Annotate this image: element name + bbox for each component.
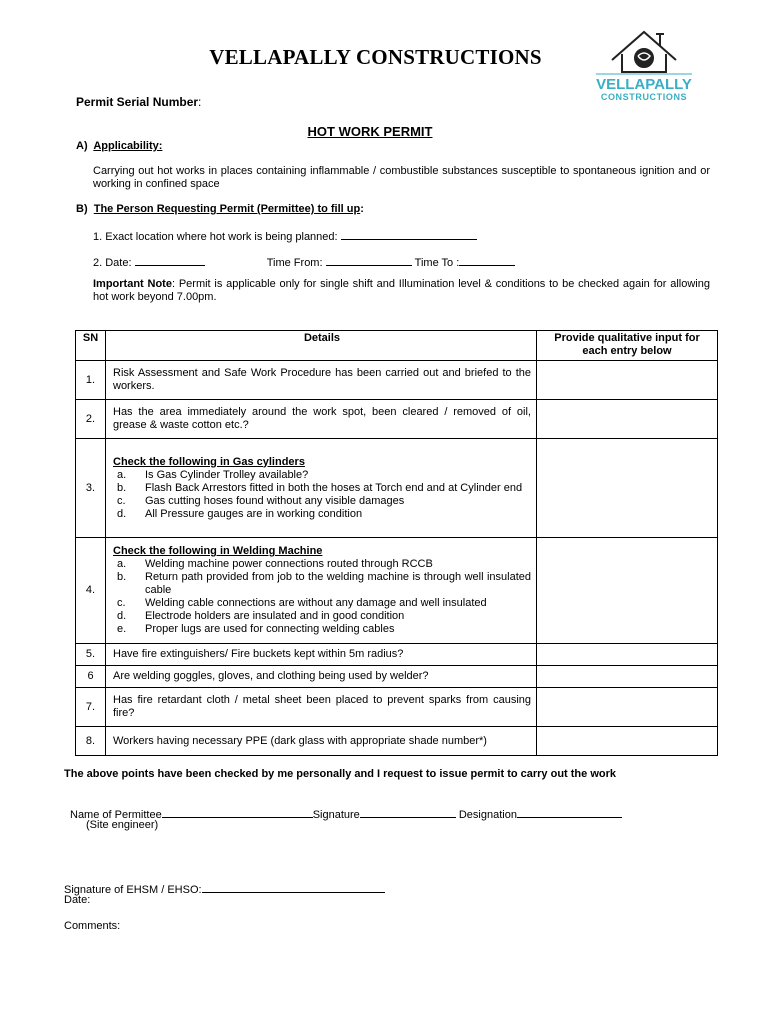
row-sn: 7. — [76, 688, 106, 727]
permittee-name-label: Name of Permittee — [70, 809, 162, 821]
location-blank[interactable] — [341, 228, 477, 240]
section-b-heading — [76, 203, 364, 216]
permittee-signature-line — [70, 806, 670, 822]
section-a-heading — [76, 140, 162, 153]
time-from-label: Time From: — [266, 257, 323, 269]
list-item: b. Return path provided from job to the welding machine is through well insulated cable — [117, 571, 531, 596]
company-logo — [594, 26, 694, 106]
row-details: Risk Assessment and Safe Work Procedure has been carried out and briefed to the workers. — [106, 361, 537, 400]
row-input-cell[interactable] — [537, 644, 718, 666]
row-input-cell[interactable] — [537, 666, 718, 688]
header-details: Details — [106, 331, 537, 361]
signature-blank[interactable] — [360, 806, 456, 818]
permit-serial-number — [76, 95, 201, 110]
table-row — [76, 644, 718, 666]
designation-blank[interactable] — [517, 806, 622, 818]
list-item: c. Gas cutting hoses found without any visible damages — [117, 494, 405, 507]
row-input-cell[interactable] — [537, 538, 718, 644]
house-icon — [612, 32, 676, 72]
permittee-name-blank[interactable] — [162, 806, 313, 818]
row-details: Has fire retardant cloth / metal sheet been placed to prevent sparks from causing fire? — [106, 688, 537, 727]
table-row — [76, 361, 718, 400]
table-row — [76, 538, 718, 644]
company-name: VELLAPALLY CONSTRUCTIONS — [209, 45, 542, 69]
section-a-title: Applicability: — [93, 140, 163, 152]
time-to-blank[interactable] — [459, 254, 515, 266]
row-details: Have fire extinguishers/ Fire buckets kept within 5m radius? — [106, 644, 537, 666]
declaration-text: The above points have been checked by me personally and I request to issue permit to carry out the work — [64, 768, 616, 780]
row-input-cell[interactable] — [537, 439, 718, 538]
row-sn: 3. — [76, 439, 106, 538]
row-details — [106, 538, 537, 644]
ehsm-blank[interactable] — [202, 881, 385, 893]
list-item: d. All Pressure gauges are in working condition — [117, 507, 363, 520]
ehsm-signature — [64, 881, 385, 897]
list-item: b. Flash Back Arrestors fitted in both the hoses at Torch end and at Cylinder end — [117, 481, 523, 494]
comments-label: Comments: — [64, 920, 121, 932]
gas-cylinder-check-title: Check the following in Gas cylinders — [113, 455, 305, 468]
location-field — [93, 228, 477, 244]
header-sn: SN — [76, 331, 106, 361]
ehsm-label: Signature of EHSM / EHSO: — [64, 884, 202, 896]
time-from-blank[interactable] — [326, 254, 412, 266]
row-sn: 1. — [76, 361, 106, 400]
row-input-cell[interactable] — [537, 361, 718, 400]
table-row — [76, 727, 718, 756]
list-item: a. Welding machine power connections routed through RCCB — [117, 558, 433, 570]
row-details — [106, 439, 537, 538]
section-b-title: The Person Requesting Permit (Permittee) to fill up — [93, 203, 361, 215]
designation-label: Designation — [458, 809, 517, 821]
list-item: e. Proper lugs are used for connecting welding cables — [117, 623, 395, 635]
row-details: Are welding goggles, gloves, and clothing being used by welder? — [106, 666, 537, 688]
serial-colon: : — [198, 95, 202, 109]
signature-label: Signature — [312, 809, 360, 821]
row-details: Has the area immediately around the work spot, been cleared / removed of oil, grease & waste cotton etc.? — [106, 400, 537, 439]
checklist-table — [75, 330, 718, 756]
row-sn: 2. — [76, 400, 106, 439]
row-input-cell[interactable] — [537, 688, 718, 727]
ehsm-date-label: Date: — [64, 894, 91, 906]
table-row — [76, 439, 718, 538]
list-item: c. Welding cable connections are without any damage and well insulated — [117, 597, 487, 609]
section-b-colon: : — [360, 203, 364, 215]
welding-machine-check-title: Check the following in Welding Machine — [113, 545, 323, 557]
section-a-letter: A) — [76, 140, 88, 152]
row-sn: 5. — [76, 644, 106, 666]
header-input: Provide qualitative input for each entry below — [537, 331, 718, 361]
row-sn: 6 — [76, 666, 106, 688]
list-item: d. Electrode holders are insulated and in good condition — [117, 610, 405, 622]
table-row — [76, 688, 718, 727]
applicability-text: Carrying out hot works in places containing inflammable / combustible substances susceptible to spontaneous ignition and or working in confined space — [93, 165, 710, 190]
time-to-label: Time To : — [414, 257, 460, 269]
row-sn: 8. — [76, 727, 106, 756]
permit-title: HOT WORK PERMIT — [307, 124, 433, 139]
table-row — [76, 400, 718, 439]
note-text: : Permit is applicable only for single shift and Illumination level & conditions to be checked again for allowing hot work beyond 7.00pm. — [93, 278, 710, 303]
important-note — [93, 278, 710, 304]
list-item: a. Is Gas Cylinder Trolley available? — [117, 468, 309, 481]
section-b-letter: B) — [76, 203, 88, 215]
table-header-row — [76, 331, 718, 361]
date-blank[interactable] — [135, 254, 205, 266]
logo-text-bottom: CONSTRUCTIONS — [600, 92, 688, 102]
row-input-cell[interactable] — [537, 400, 718, 439]
date-time-fields — [93, 254, 613, 270]
row-sn: 4. — [76, 538, 106, 644]
location-label: 1. Exact location where hot work is being planned: — [93, 231, 338, 243]
note-label: Important Note — [93, 278, 172, 290]
serial-label: Permit Serial Number — [76, 95, 199, 109]
row-details: Workers having necessary PPE (dark glass with appropriate shade number*) — [106, 727, 537, 756]
logo-text-top: VELLAPALLY — [596, 76, 692, 93]
site-engineer-label: (Site engineer) — [86, 819, 159, 831]
table-row — [76, 666, 718, 688]
row-input-cell[interactable] — [537, 727, 718, 756]
date-label: 2. Date: — [93, 257, 132, 269]
